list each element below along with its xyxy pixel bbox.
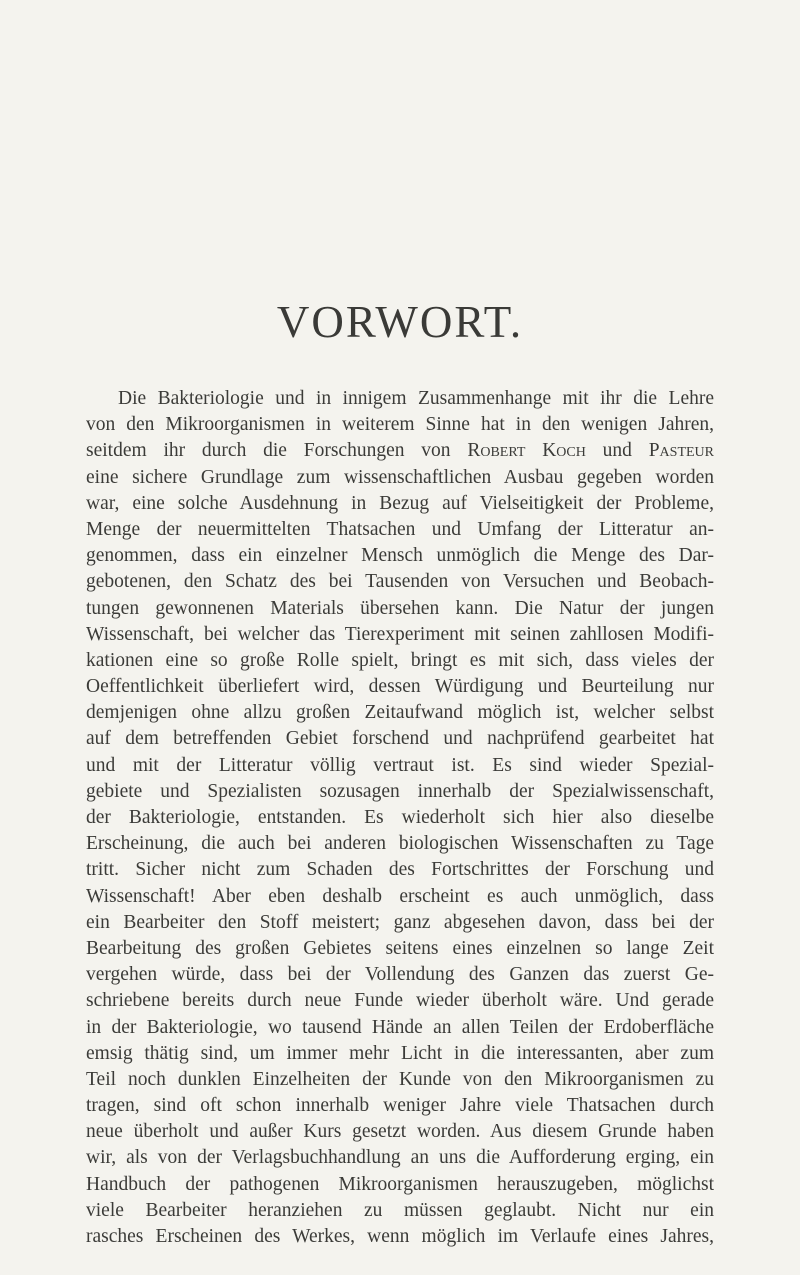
text-line: Menge der neuermittelten Thatsachen und Umfang der Litteratur an- xyxy=(86,518,714,540)
text-line: tragen, sind oft schon innerhalb weniger Jahre viele Thatsachen durch xyxy=(86,1095,714,1117)
text-line: wir, als von der Verlagsbuchhandlung an uns die Aufforderung erging, ein xyxy=(86,1147,714,1169)
text-line: genommen, dass ein einzelner Mensch unmöglich die Menge des Dar- xyxy=(86,545,714,567)
text-line: viele Bearbeiter heranziehen zu müssen geglaubt. Nicht nur ein xyxy=(86,1199,714,1221)
text-line: in der Bakteriologie, wo tausend Hände an allen Teilen der Erdoberfläche xyxy=(86,1016,714,1038)
preface-body xyxy=(86,386,714,1250)
text-line: gebotenen, den Schatz des bei Tausenden von Versuchen und Beobach- xyxy=(86,571,714,593)
text-line: demjenigen ohne allzu großen Zeitaufwand möglich ist, welcher selbst xyxy=(86,702,714,724)
text-line: gebiete und Spezialisten sozusagen innerhalb der Spezialwissenschaft, xyxy=(86,780,714,802)
text-line: eine sichere Grundlage zum wissenschaftlichen Ausbau gegeben worden xyxy=(86,466,714,488)
text-line: der Bakteriologie, entstanden. Es wiederholt sich hier also dieselbe xyxy=(86,807,714,828)
text-line: ein Bearbeiter den Stoff meistert; ganz abgesehen davon, dass bei der xyxy=(86,911,714,933)
author-name: Robert Koch xyxy=(467,440,586,462)
text-line: vergehen würde, dass bei der Vollendung des Ganzen das zuerst Ge- xyxy=(86,964,714,986)
text-line: von den Mikroorganismen in weiterem Sinne hat in den wenigen Jahren, xyxy=(86,414,714,436)
text-line: auf dem betreffenden Gebiet forschend und nachprüfend gearbeitet hat xyxy=(86,728,714,750)
text-line: Erscheinung, die auch bei anderen biologischen Wissenschaften zu Tage xyxy=(86,833,714,855)
text-line: Handbuch der pathogenen Mikroorganismen herauszugeben, möglichst xyxy=(86,1173,714,1195)
text-line: Bearbeitung des großen Gebietes seitens eines einzelnen so lange Zeit xyxy=(86,937,714,959)
text-line: tritt. Sicher nicht zum Schaden des Fortschrittes der Forschung und xyxy=(86,859,714,881)
text-line: Teil noch dunklen Einzelheiten der Kunde von den Mikroorganismen zu xyxy=(86,1068,714,1090)
text-line: rasches Erscheinen des Werkes, wenn möglich im Verlaufe eines Jahres, xyxy=(86,1226,714,1247)
text-line: schriebene bereits durch neue Funde wieder überholt wäre. Und gerade xyxy=(86,990,714,1012)
text-line: seitdem ihr durch die Forschungen von Robert Koch und Pasteur xyxy=(86,440,714,462)
text-line: kationen eine so große Rolle spielt, bringt es mit sich, dass vieles der xyxy=(86,649,714,671)
text-line: Die Bakteriologie und in innigem Zusammenhange mit ihr die Lehre xyxy=(118,388,714,409)
author-name: Pasteur xyxy=(648,440,714,462)
text-line: war, eine solche Ausdehnung in Bezug auf Vielseitigkeit der Probleme, xyxy=(86,492,714,514)
text-line: und mit der Litteratur völlig vertraut ist. Es sind wieder Spezial- xyxy=(86,754,714,776)
text-line: Oeffentlichkeit überliefert wird, dessen Würdigung und Beurteilung nur xyxy=(86,676,714,698)
text-line: Wissenschaft, bei welcher das Tierexperiment mit seinen zahllosen Modifi- xyxy=(86,623,714,645)
text-line: Wissenschaft! Aber eben deshalb erscheint es auch unmöglich, dass xyxy=(86,885,714,907)
text-line: neue überholt und außer Kurs gesetzt worden. Aus diesem Grunde haben xyxy=(86,1121,714,1143)
page-title: VORWORT. xyxy=(276,297,524,347)
text-line: emsig thätig sind, um immer mehr Licht in die interessanten, aber zum xyxy=(86,1042,714,1064)
text-line: tungen gewonnenen Materials übersehen kann. Die Natur der jungen xyxy=(86,597,714,619)
